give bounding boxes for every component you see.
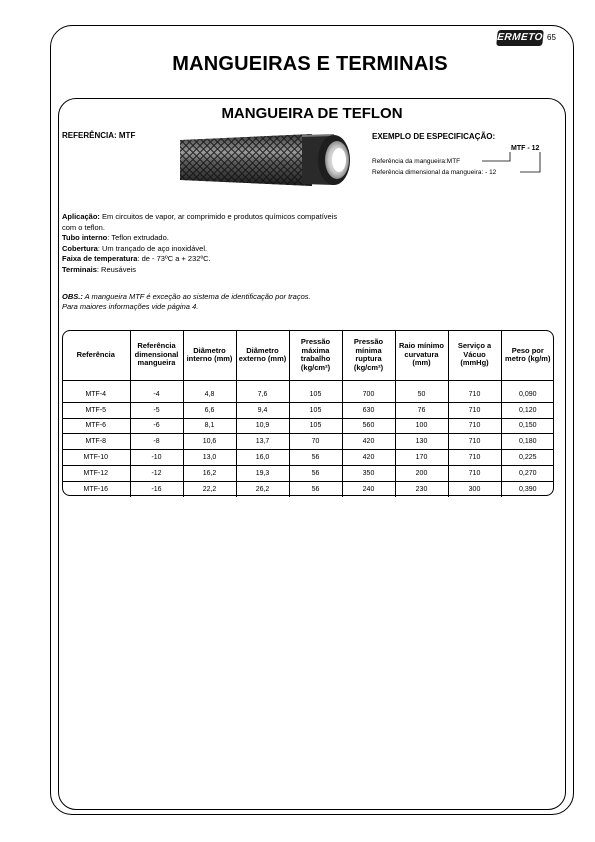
table-cell: 56	[289, 481, 342, 496]
table-cell: 0,120	[501, 402, 554, 418]
table-cell: 56	[289, 465, 342, 481]
table-cell: 710	[448, 381, 501, 403]
table-cell: 170	[395, 450, 448, 466]
table-cell: MTF-10	[62, 450, 130, 466]
table-cell: 230	[395, 481, 448, 496]
table-cell: 240	[342, 481, 395, 496]
table-cell: 13,7	[236, 434, 289, 450]
table-cell: 0,090	[501, 381, 554, 403]
table-cell: 16,0	[236, 450, 289, 466]
table-cell: 700	[342, 381, 395, 403]
description-block	[62, 212, 352, 275]
cover-label: Cobertura	[62, 243, 98, 253]
table-row	[62, 434, 554, 450]
ermeto-logo: ERMETO	[496, 30, 544, 46]
table-header-row	[62, 330, 554, 381]
table-row	[62, 402, 554, 418]
table-cell: 6,6	[183, 402, 236, 418]
table-cell: MTF-5	[62, 402, 130, 418]
obs-block	[62, 292, 362, 312]
table-cell: 9,4	[236, 402, 289, 418]
table-cell: -16	[130, 481, 183, 496]
table-cell: MTF-6	[62, 418, 130, 434]
table-cell: 105	[289, 381, 342, 403]
col-header-burst-pressure: Pressão mínima ruptura (kg/cm²)	[342, 330, 395, 381]
table-cell: 420	[342, 450, 395, 466]
col-header-inner-diameter: Diâmetro interno (mm)	[183, 330, 236, 381]
table-cell: 105	[289, 402, 342, 418]
application-text: Em circuitos de vapor, ar comprimido e produtos químicos compatíveis com o teflon.	[62, 212, 338, 232]
table-cell: 22,2	[183, 481, 236, 496]
table-cell: 105	[289, 418, 342, 434]
page-title: MANGUEIRAS E TERMINAIS	[172, 53, 448, 75]
spec-line-hose-ref: Referência da mangueira:MTF	[372, 158, 461, 165]
table-cell: MTF-8	[62, 434, 130, 450]
table-cell: 0,225	[501, 450, 554, 466]
spec-code: MTF - 12	[511, 145, 540, 152]
terminals-label: Terminais	[62, 264, 97, 274]
table-cell: 4,8	[183, 381, 236, 403]
table-cell: 26,2	[236, 481, 289, 496]
table-cell: 710	[448, 402, 501, 418]
page-number: 65	[547, 33, 556, 42]
table-cell: 0,270	[501, 465, 554, 481]
spec-title: EXEMPLO DE ESPECIFICAÇÃO:	[372, 132, 496, 141]
col-header-weight: Peso por metro (kg/m)	[505, 345, 551, 363]
table-cell: 350	[342, 465, 395, 481]
table-cell: MTF-16	[62, 481, 130, 496]
table-cell: -5	[130, 402, 183, 418]
table-cell: 100	[395, 418, 448, 434]
table-cell: -10	[130, 450, 183, 466]
table-cell: 13,0	[183, 450, 236, 466]
table-cell: 630	[342, 402, 395, 418]
table-cell: 0,150	[501, 418, 554, 434]
hose-image	[172, 128, 364, 194]
table-cell: 10,9	[236, 418, 289, 434]
col-header-reference: Referência	[62, 330, 130, 381]
table-cell: 76	[395, 402, 448, 418]
spec-bracket	[480, 150, 546, 180]
inner-tube-text: : Teflon extrudado.	[107, 233, 169, 242]
table-cell: 19,3	[236, 465, 289, 481]
terminals-text: : Reusáveis	[96, 264, 137, 274]
table-cell: 0,390	[518, 485, 537, 493]
table-cell: 130	[395, 434, 448, 450]
col-header-dimensional-ref: Referência dimensional mangueira	[130, 330, 183, 381]
col-header-bend-radius: Raio mínimo curvatura (mm)	[395, 330, 448, 381]
table-cell: 200	[395, 465, 448, 481]
table-row	[62, 481, 554, 496]
table-cell: -8	[130, 434, 183, 450]
temperature-label: Faixa de temperatura	[62, 254, 138, 263]
table-cell: 710	[448, 465, 501, 481]
inner-tube-label: Tubo interno	[62, 233, 108, 242]
table-cell: 7,6	[236, 381, 289, 403]
application-label: Aplicação:	[62, 212, 100, 221]
obs-line-1: A mangueira MTF é exceção ao sistema de identificação por traços.	[82, 292, 311, 301]
section-title: MANGUEIRA DE TEFLON	[221, 105, 403, 122]
cover-text: : Um trançado de aço inoxidável.	[97, 243, 208, 253]
table-row	[62, 465, 554, 481]
table-cell: MTF-4	[62, 381, 130, 403]
table-row	[62, 381, 554, 403]
col-header-max-pressure: Pressão máxima trabalho (kg/cm²)	[289, 330, 342, 381]
temperature-text: : de - 73ºC a + 232ºC.	[137, 254, 211, 263]
col-header-vacuum: Serviço a Vácuo (mmHg)	[448, 330, 501, 381]
reference-label: REFERÊNCIA: MTF	[62, 131, 136, 140]
obs-label: OBS.:	[62, 292, 83, 301]
table-cell: 8,1	[183, 418, 236, 434]
table-cell: -6	[130, 418, 183, 434]
table-row	[62, 450, 554, 466]
table-cell: -12	[130, 465, 183, 481]
table-row	[62, 418, 554, 434]
specifications-table	[62, 330, 554, 497]
table-cell: 10,6	[183, 434, 236, 450]
table-cell: MTF-12	[62, 465, 130, 481]
table-cell: 710	[448, 418, 501, 434]
table-cell: 710	[448, 434, 501, 450]
spec-line-dimensional-ref: Referência dimensional da mangueira: - 12	[372, 169, 497, 176]
obs-line-2: Para maiores informações vide página 4.	[62, 302, 199, 311]
table-cell: 56	[289, 450, 342, 466]
table-cell: 16,2	[183, 465, 236, 481]
table-cell: 50	[395, 381, 448, 403]
table-cell: 420	[342, 434, 395, 450]
table-cell: 0,180	[501, 434, 554, 450]
table-cell: -4	[130, 381, 183, 403]
table-cell: 560	[342, 418, 395, 434]
col-header-outer-diameter: Diâmetro externo (mm)	[236, 330, 289, 381]
table-cell: 300	[448, 481, 501, 496]
table-cell: 710	[448, 450, 501, 466]
table-cell: 70	[289, 434, 342, 450]
